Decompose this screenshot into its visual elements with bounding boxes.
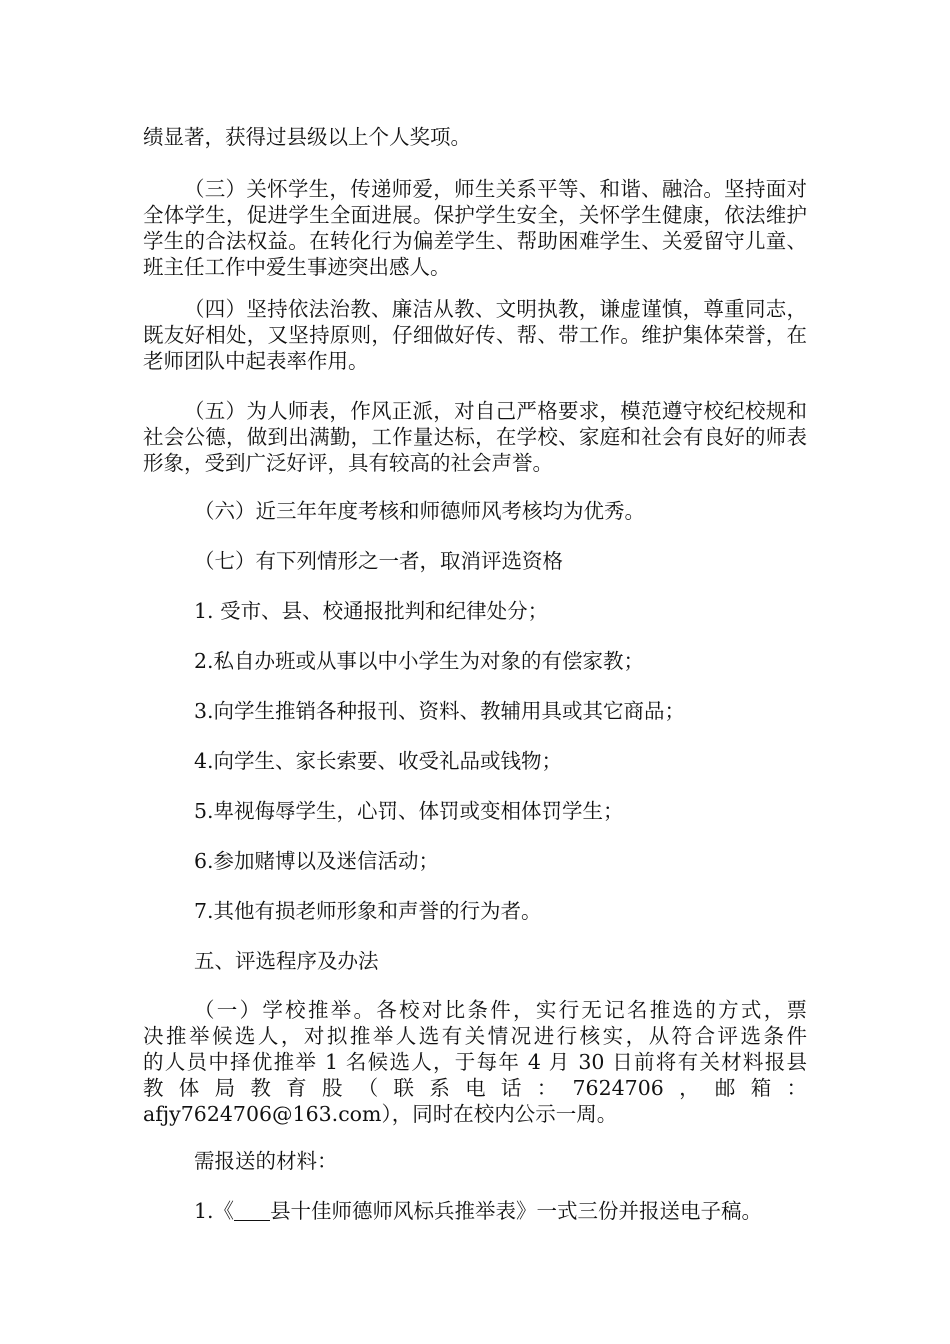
list-item-1: 1. 受市、县、校通报批判和纪律处分； [194, 599, 549, 623]
paragraph-line: 的人员中择优推举 1 名候选人，于每年 4 月 30 日前将有关材料报县 [143, 1050, 807, 1074]
paragraph-7: （七）有下列情形之一者，取消评选资格 [194, 549, 563, 573]
paragraph-line: afjy7624706@163.com），同时在校内公示一周。 [143, 1102, 618, 1126]
list-item-7: 7.其他有损老师形象和声誉的行为者。 [194, 899, 542, 923]
materials-heading: 需报送的材料： [194, 1149, 338, 1173]
paragraph-4: （四）坚持依法治教、廉洁从教、文明执教，谦虚谨慎，尊重同志，既友好相处，又坚持原则，仔细做好传、帮、带工作。维护集体荣誉，在老师团队中起表率作用。 [143, 297, 807, 373]
paragraph-school-recommendation [143, 997, 807, 1127]
list-item-4: 4.向学生、家长索要、收受礼品或钱物； [194, 749, 563, 773]
material-item-1 [194, 1198, 807, 1224]
paragraph-line: （一）学校推举。各校对比条件，实行无记名推选的方式，票 [194, 998, 807, 1022]
paragraph-line: 教体局教育股（联系电话：7624706，邮箱： [143, 1076, 807, 1100]
list-item-3: 3.向学生推销各种报刊、资料、教辅用具或其它商品； [194, 699, 686, 723]
paragraph-6: （六）近三年年度考核和师德师风考核均为优秀。 [194, 499, 645, 523]
paragraph-5: （五）为人师表，作风正派，对自己严格要求，模范遵守校纪校规和社会公德，做到出满勤，工作量达标，在学校、家庭和社会有良好的师表形象，受到广泛好评，具有较高的社会声誉。 [143, 399, 807, 475]
list-item-2: 2.私自办班或从事以中小学生为对象的有偿家教； [194, 649, 645, 673]
list-item-6: 6.参加赌博以及迷信活动； [194, 849, 440, 873]
paragraph-line: 决推举候选人，对拟推举人选有关情况进行核实，从符合评选条件 [143, 1024, 807, 1048]
list-item-5: 5.卑视侮辱学生，心罚、体罚或变相体罚学生； [194, 799, 624, 823]
material-item-1-prefix: 1.《 [194, 1199, 235, 1223]
paragraph-3: （三）关怀学生，传递师爱，师生关系平等、和谐、融洽。坚持面对全体学生，促进学生全面进展。保护学生安全，关怀学生健康，依法维护学生的合法权益。在转化行为偏差学生、帮助困难学生、关爱留守儿童、班主任工作中爱生事迹突出感人。 [143, 177, 807, 279]
material-item-1-suffix: 县十佳师德师风标兵推举表》一式三份并报送电子稿。 [270, 1199, 763, 1223]
paragraph-continuation: 绩显著，获得过县级以上个人奖项。 [143, 125, 471, 149]
section-5-heading: 五、评选程序及办法 [194, 949, 379, 973]
fill-in-blank [234, 1219, 270, 1221]
